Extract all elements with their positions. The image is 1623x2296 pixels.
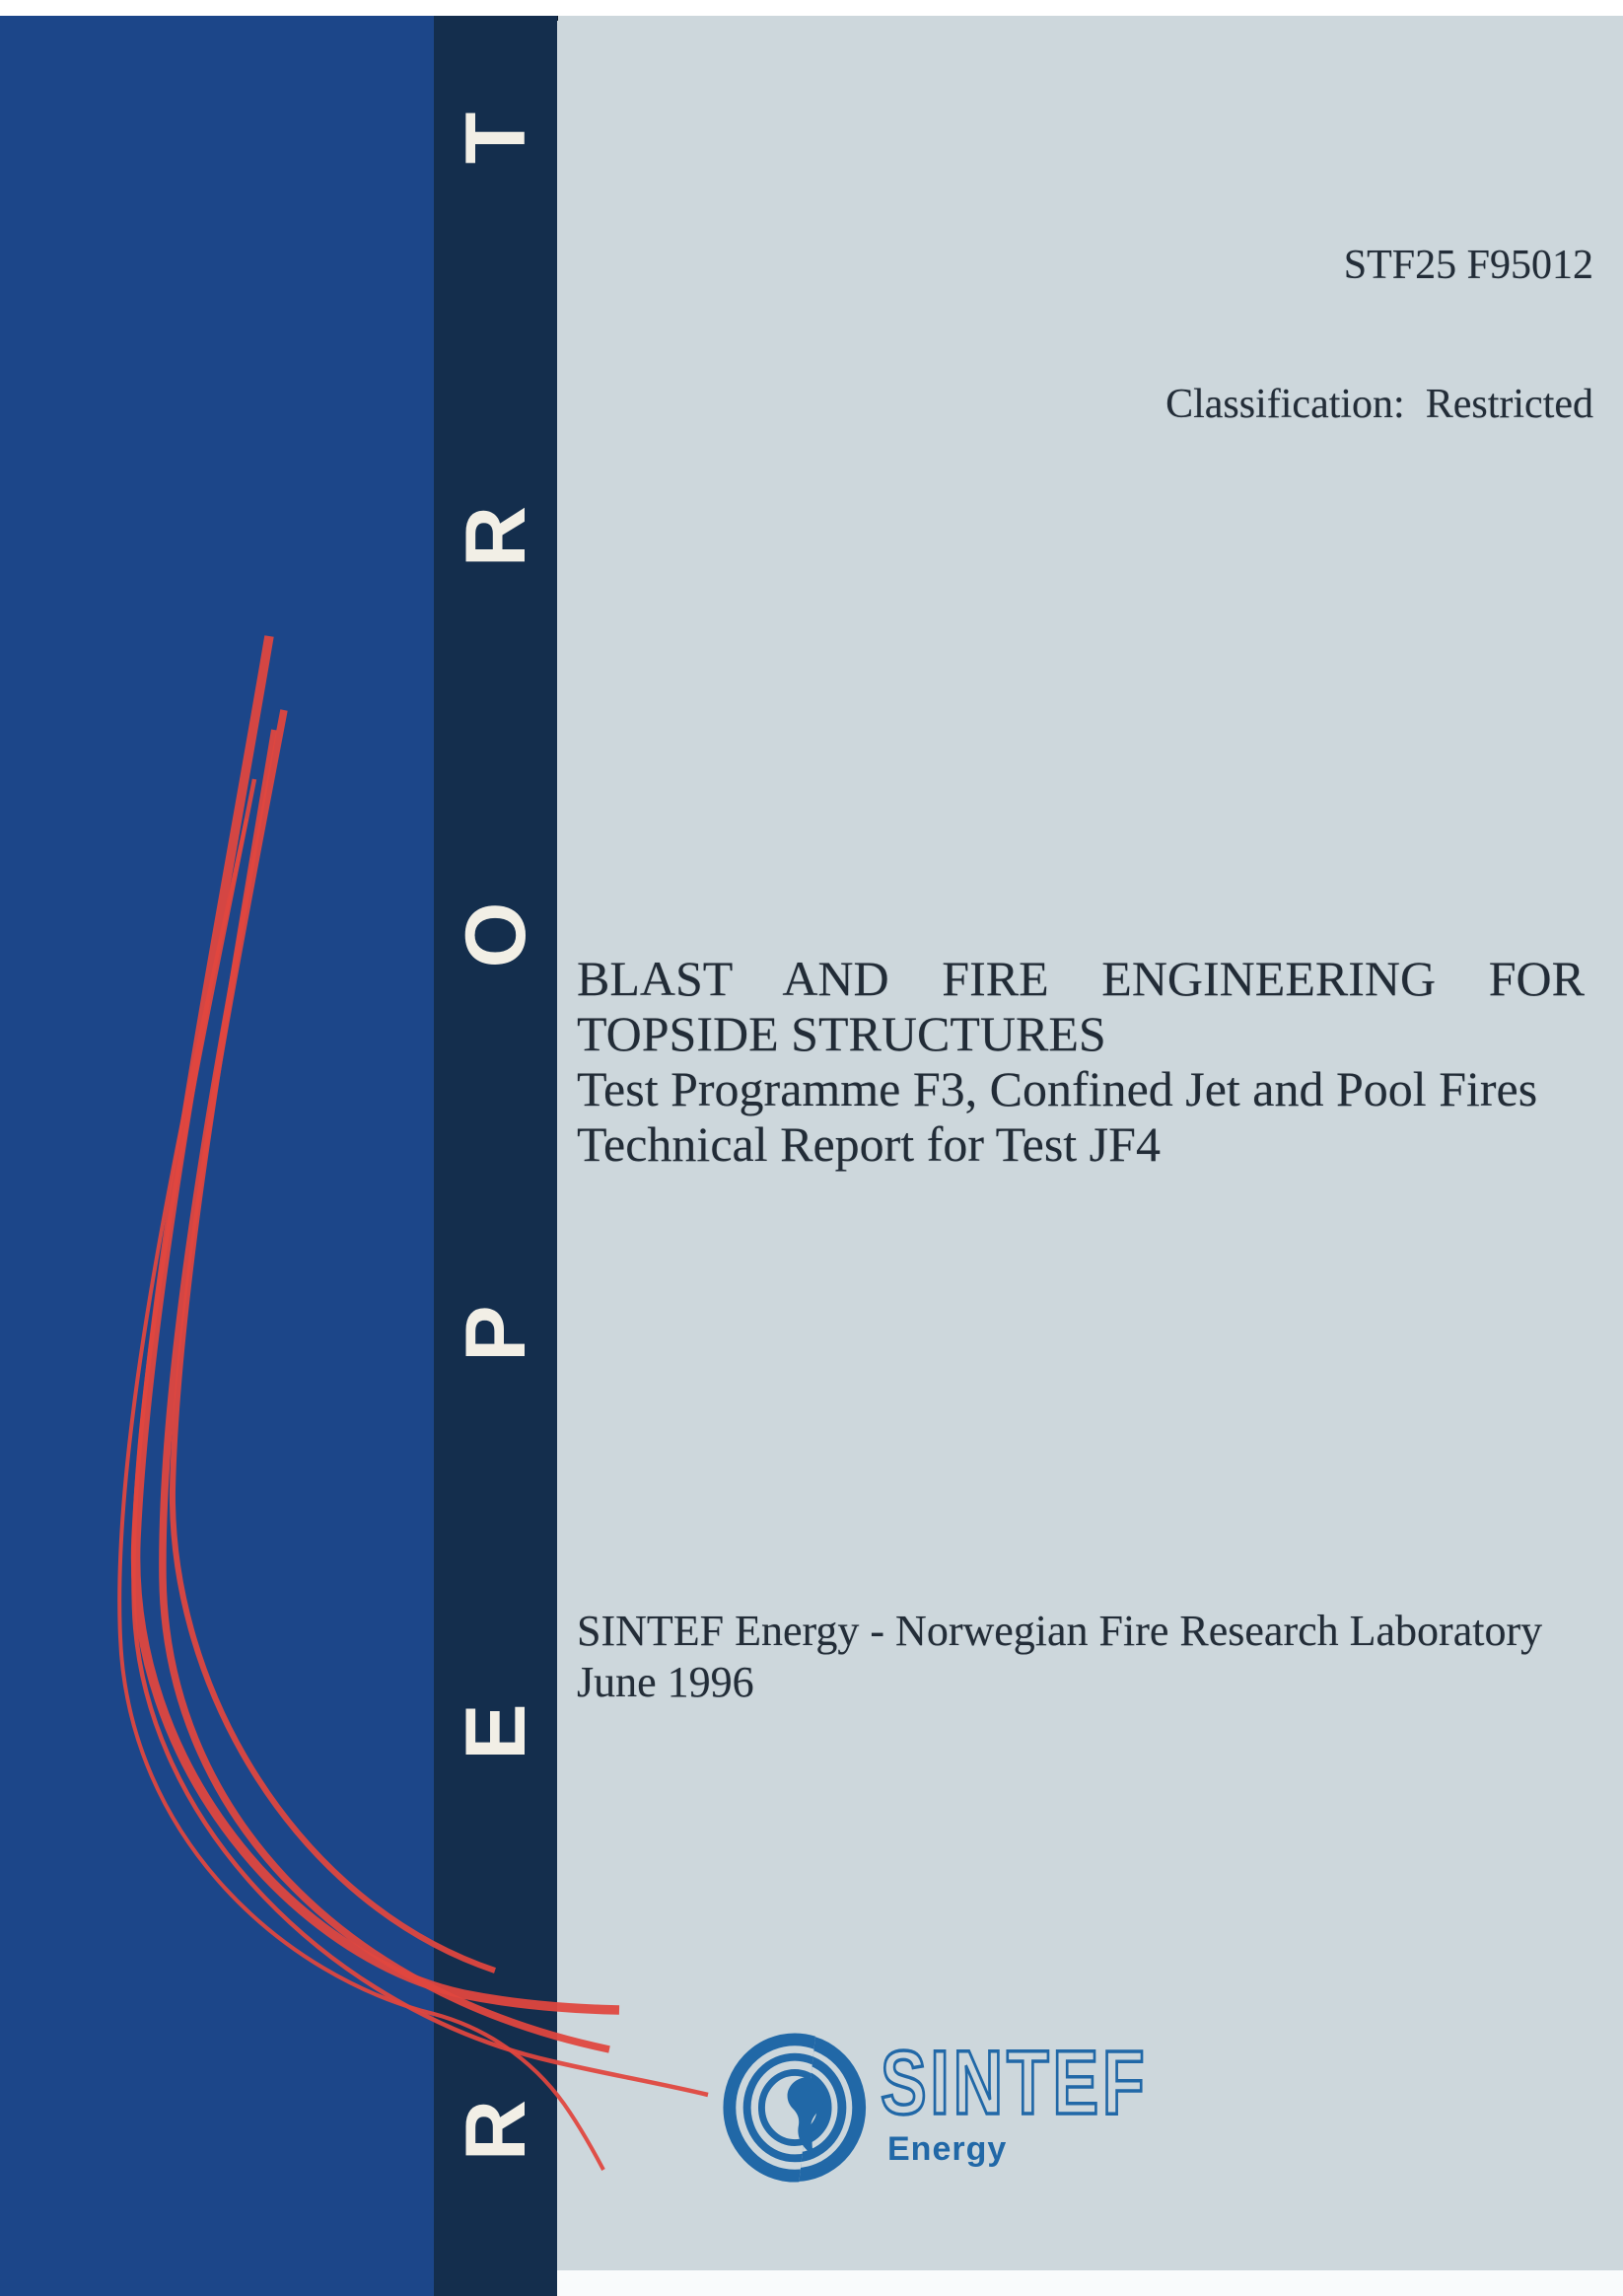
issuer-block bbox=[577, 1606, 1543, 1708]
navy-report-strip bbox=[434, 16, 557, 2296]
issuer-organization: SINTEF Energy - Norwegian Fire Research Laboratory bbox=[577, 1607, 1543, 1655]
scan-bottom-edge bbox=[552, 2270, 1623, 2296]
subtitle-line-2: Technical Report for Test JF4 bbox=[577, 1116, 1161, 1172]
report-banner-letter: R bbox=[449, 2099, 543, 2162]
report-banner-letter: R bbox=[449, 505, 543, 568]
report-banner-letter: E bbox=[449, 1703, 543, 1760]
title-line-2: TOPSIDE STRUCTURES bbox=[577, 1006, 1106, 1061]
report-banner-letter: T bbox=[449, 111, 543, 165]
sintef-energy-logo bbox=[718, 2030, 1191, 2188]
document-header bbox=[1165, 150, 1593, 474]
report-banner-letter: O bbox=[449, 901, 543, 969]
issue-date: June 1996 bbox=[577, 1658, 754, 1706]
subtitle-line-1: Test Programme F3, Confined Jet and Pool Fires bbox=[577, 1061, 1538, 1116]
classification-line: Classification: Restricted bbox=[1165, 382, 1593, 427]
title-block bbox=[577, 951, 1585, 1172]
title-line-1: BLAST AND FIRE ENGINEERING FOR bbox=[577, 951, 1585, 1006]
sintef-emblem-icon bbox=[718, 2030, 874, 2186]
report-number: STF25 F95012 bbox=[1343, 243, 1593, 288]
report-banner-letter: P bbox=[449, 1305, 543, 1362]
blue-side-band bbox=[0, 16, 434, 2296]
sintef-division-label: Energy bbox=[887, 2130, 1008, 2168]
scan-top-edge bbox=[0, 0, 1623, 16]
sintef-wordmark: SINTEF bbox=[881, 2033, 1149, 2133]
